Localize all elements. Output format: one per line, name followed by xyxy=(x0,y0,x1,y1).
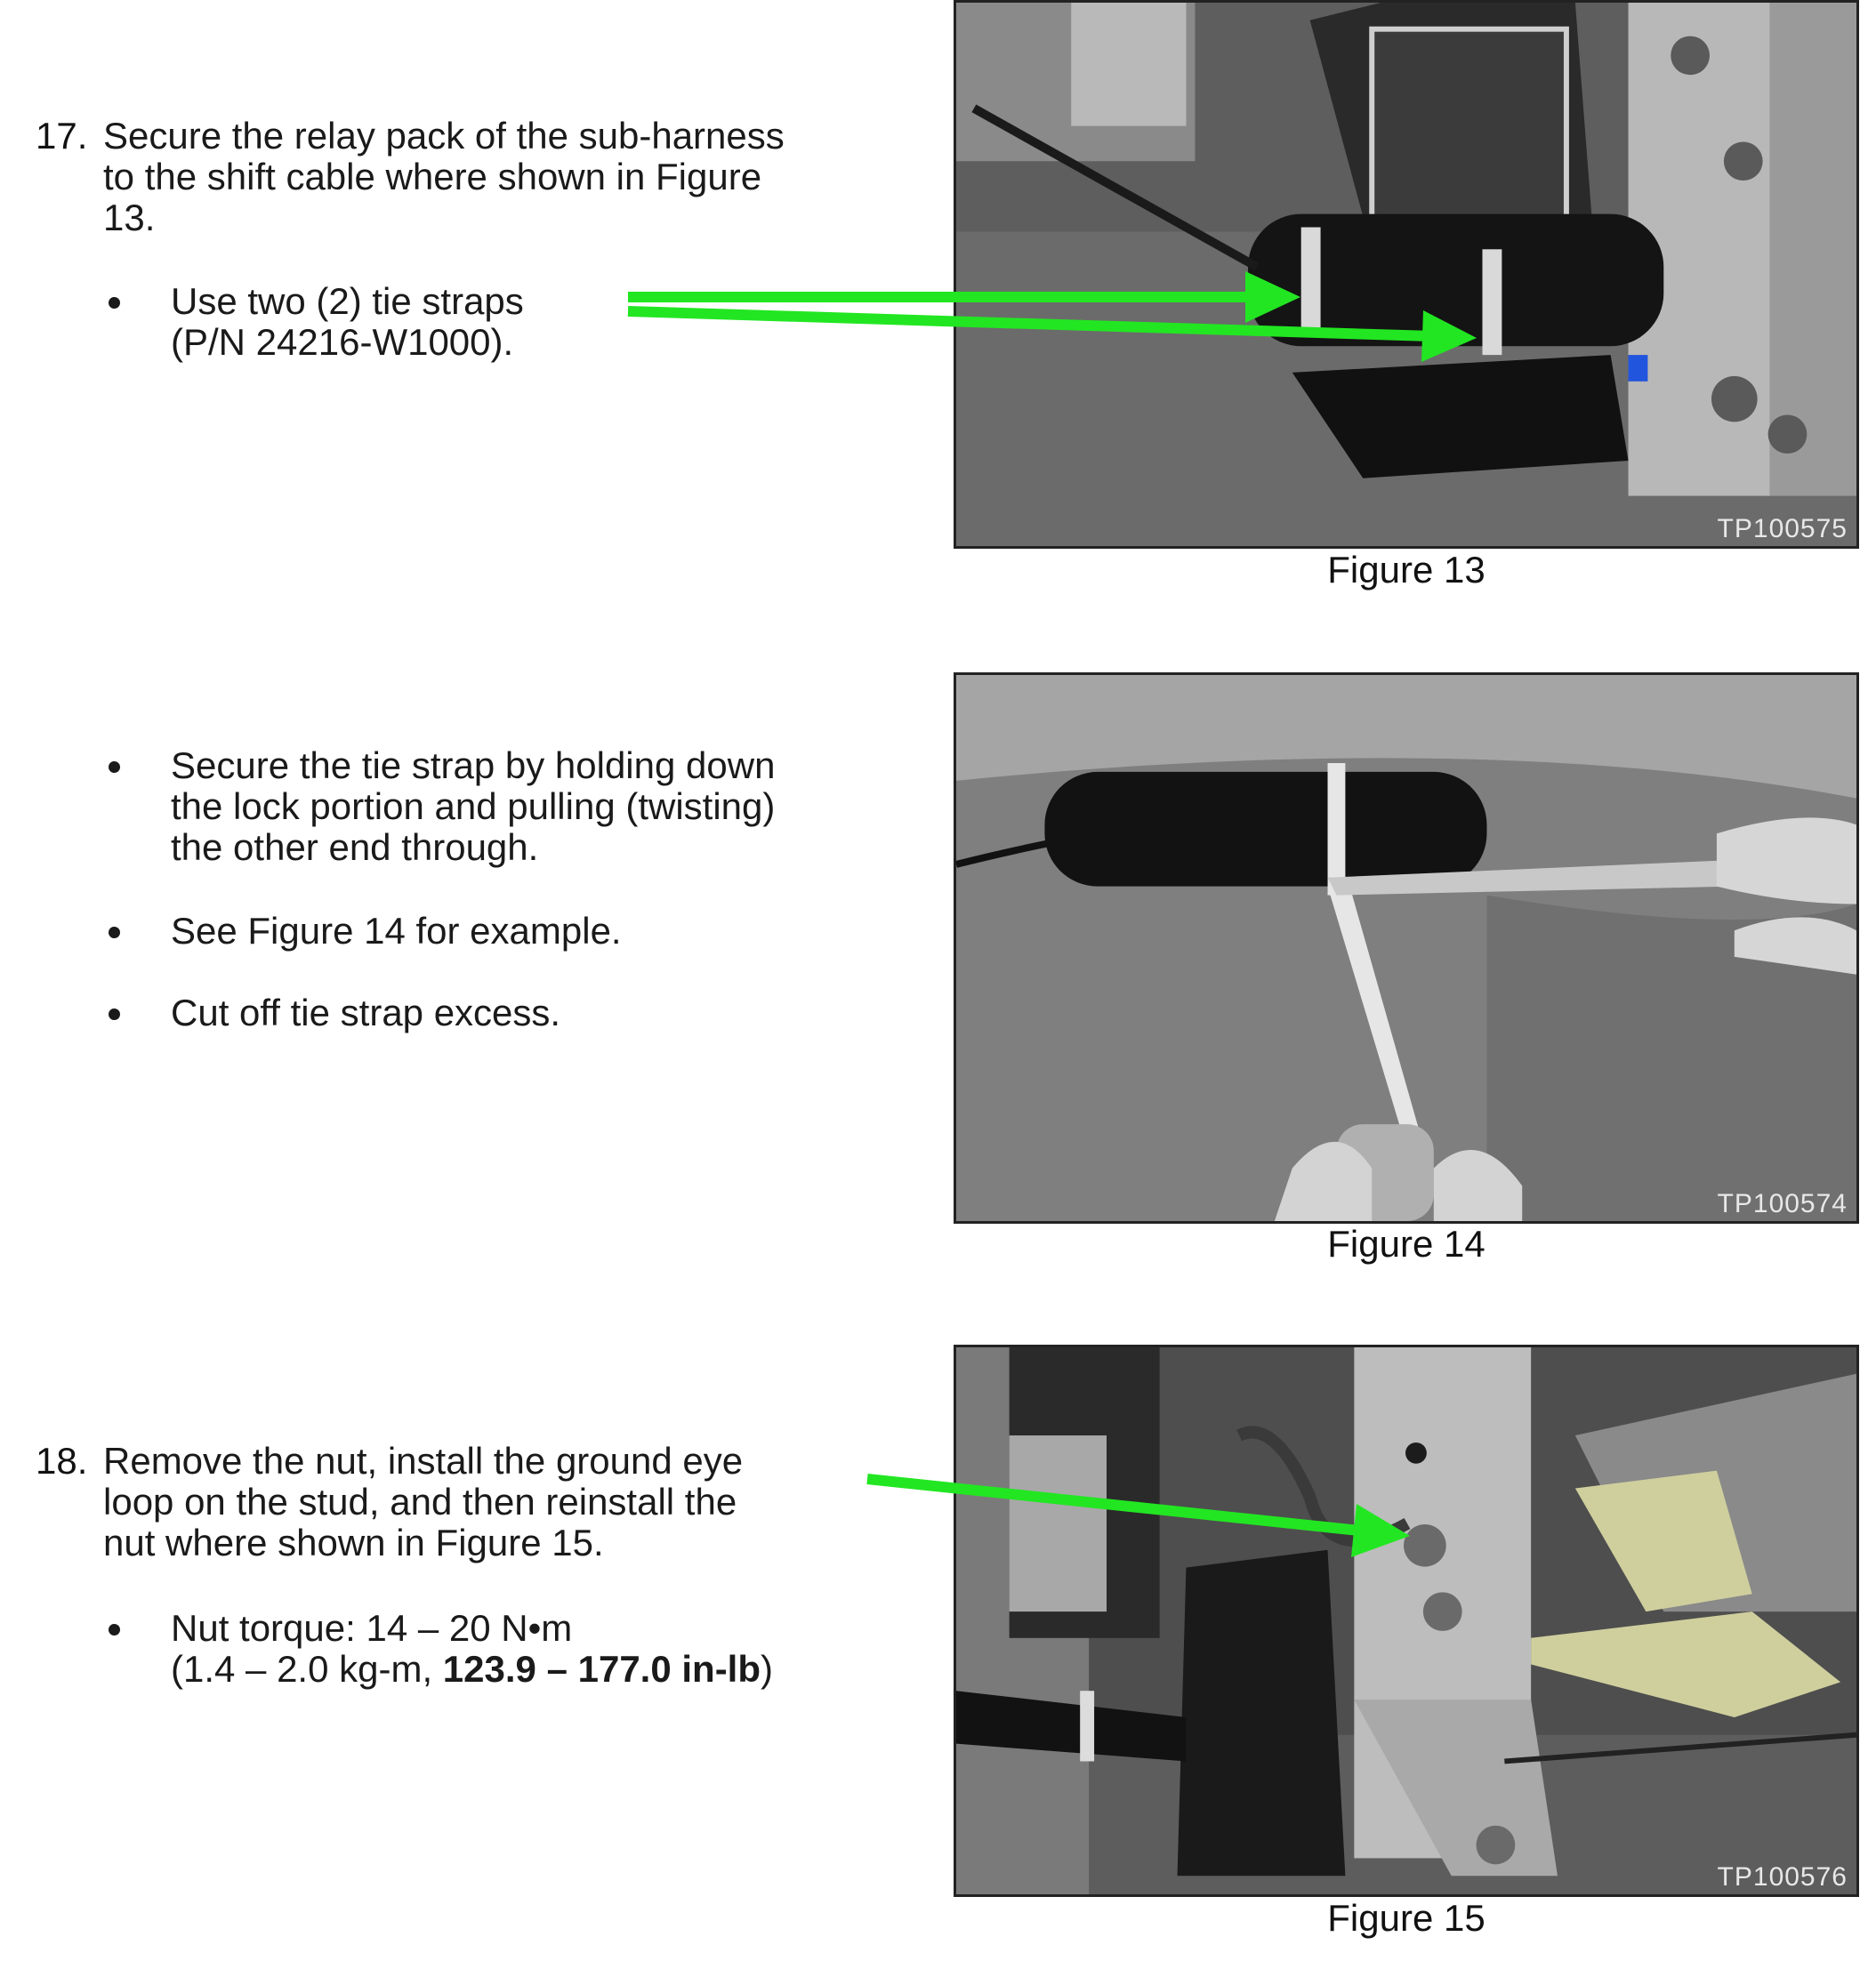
bullet-secure-line-2: the lock portion and pulling (twisting) xyxy=(171,785,776,827)
torque-metric: (1.4 – 2.0 kg-m, xyxy=(171,1648,443,1690)
bullet-tie-straps-line-1: Use two (2) tie straps xyxy=(171,280,524,322)
step-17-line-1: Secure the relay pack of the sub-harness xyxy=(103,115,785,157)
bullet-secure-line-3: the other end through. xyxy=(171,826,539,868)
bullet-dot xyxy=(109,1624,120,1636)
figure-14-photo xyxy=(954,672,1859,1224)
bullet-tie-straps-line-2: (P/N 24216-W1000). xyxy=(171,321,514,363)
step-17-number: 17. xyxy=(36,115,88,157)
figure-13-illustration xyxy=(956,3,1856,546)
bullet-see-figure-14: See Figure 14 for example. xyxy=(171,910,622,952)
figure-15-illustration xyxy=(956,1347,1856,1894)
step-18-line-3: nut where shown in Figure 15. xyxy=(103,1522,604,1563)
bullet-cut-off-excess: Cut off tie strap excess. xyxy=(171,992,561,1033)
step-17-line-3: 13. xyxy=(103,197,156,238)
figure-14-code: TP100574 xyxy=(1717,1189,1848,1218)
figure-15-caption: Figure 15 xyxy=(1327,1897,1486,1939)
step-17-line-2: to the shift cable where shown in Figure xyxy=(103,156,762,197)
step-18-number: 18. xyxy=(36,1440,88,1482)
bullet-torque-line-2 xyxy=(171,1649,773,1690)
figure-14-caption: Figure 14 xyxy=(1327,1223,1486,1265)
torque-inlb: 123.9 – 177.0 in-lb xyxy=(442,1648,761,1690)
bullet-torque-line-1: Nut torque: 14 – 20 N•m xyxy=(171,1607,573,1649)
step-18-line-2: loop on the stud, and then reinstall the xyxy=(103,1481,737,1523)
figure-14-illustration xyxy=(956,675,1856,1221)
bullet-secure-line-1: Secure the tie strap by holding down xyxy=(171,744,776,786)
bullet-dot xyxy=(109,927,120,938)
figure-15-code: TP100576 xyxy=(1717,1862,1848,1892)
figure-13-code: TP100575 xyxy=(1717,514,1848,543)
step-18-line-1: Remove the nut, install the ground eye xyxy=(103,1440,744,1482)
figure-15-photo xyxy=(954,1345,1859,1897)
bullet-dot xyxy=(109,1009,120,1020)
figure-13-caption: Figure 13 xyxy=(1327,549,1486,591)
bullet-dot xyxy=(109,761,120,773)
figure-13-photo xyxy=(954,0,1859,549)
bullet-dot xyxy=(109,297,120,309)
torque-close-paren: ) xyxy=(761,1648,774,1690)
